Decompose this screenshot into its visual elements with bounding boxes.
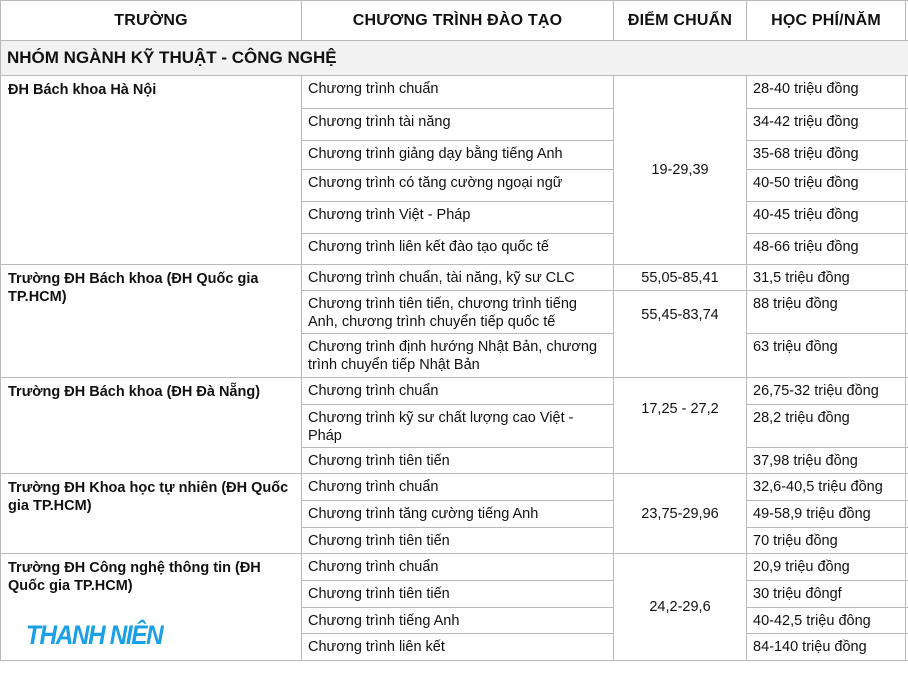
tuition-fee: 84-140 triệu đồng [747,634,906,661]
group-row [1,41,908,76]
tuition-fee: 40-50 triệu đồng [747,170,906,202]
program-name: Chương trình tiên tiến [302,448,614,474]
tuition-fee: 49-58,9 triệu đồng [747,501,906,528]
program-name: Chương trình tiên tiến [302,581,614,608]
tuition-fee: 26,75-32 triệu đồng [747,378,906,405]
program-name: Chương trình tài năng [302,109,614,141]
school-name: Trường ĐH Bách khoa (ĐH Quốc gia TP.HCM) [1,265,302,378]
tuition-fee: 30 triệu đôngf [747,581,906,608]
tuition-fee: 63 triệu đồng [747,334,906,378]
tuition-fee: 34-42 triệu đồng [747,109,906,141]
tuition-fee: 32,6-40,5 triệu đồng [747,474,906,501]
header-program: CHƯƠNG TRÌNH ĐÀO TẠO [302,1,614,41]
tuition-fee: 40-42,5 triệu đông [747,608,906,634]
program-name: Chương trình chuẩn, tài năng, kỹ sư CLC [302,265,614,291]
tuition-fee: 31,5 triệu đồng [747,265,906,291]
group-title: NHÓM NGÀNH KỸ THUẬT - CÔNG NGHỆ [1,41,908,76]
cutoff-score: 23,75-29,96 [614,474,747,554]
tuition-fee: 70 triệu đồng [747,528,906,554]
table-row [1,554,908,581]
tuition-fee: 48-66 triệu đồng [747,234,906,265]
cutoff-score: 17,25 - 27,2 [614,378,747,474]
table-row [1,474,908,501]
header-score: ĐIỂM CHUẨN [614,1,747,41]
header-fee: HỌC PHÍ/NĂM [747,1,906,41]
tuition-fee: 88 triệu đồng [747,291,906,334]
program-name: Chương trình chuẩn [302,474,614,501]
tuition-fee: 37,98 triệu đồng [747,448,906,474]
program-name: Chương trình chuẩn [302,76,614,109]
program-name: Chương trình chuẩn [302,378,614,405]
tuition-fee: 28,2 triệu đồng [747,405,906,448]
program-name: Chương trình kỹ sư chất lượng cao Việt - Pháp [302,405,614,448]
program-name: Chương trình giảng dạy bằng tiếng Anh [302,141,614,170]
program-name: Chương trình chuẩn [302,554,614,581]
thanh-nien-logo: THANH NIÊN [26,620,163,650]
cutoff-score: 19-29,39 [614,76,747,265]
tuition-fee: 28-40 triệu đồng [747,76,906,109]
school-name: Trường ĐH Bách khoa (ĐH Đà Nẵng) [1,378,302,474]
school-name: ĐH Bách khoa Hà Nội [1,76,302,265]
program-name: Chương trình tiếng Anh [302,608,614,634]
school-name: Trường ĐH Công nghệ thông tin (ĐH Quốc gia TP.HCM) [1,554,302,661]
tuition-fee: 20,9 triệu đồng [747,554,906,581]
program-name: Chương trình Việt - Pháp [302,202,614,234]
tuition-fee: 40-45 triệu đồng [747,202,906,234]
program-name: Chương trình tiên tiến, chương trình tiếng Anh, chương trình chuyển tiếp quốc tế [302,291,614,334]
header-school: TRƯỜNG [1,1,302,41]
program-name: Chương trình liên kết [302,634,614,661]
cutoff-score: 55,05-85,41 [614,265,747,291]
school-name: Trường ĐH Khoa học tự nhiên (ĐH Quốc gia TP.HCM) [1,474,302,554]
table-row [1,76,908,109]
cutoff-score: 24,2-29,6 [614,554,747,661]
program-name: Chương trình có tăng cường ngoại ngữ [302,170,614,202]
program-name: Chương trình định hướng Nhật Bản, chương trình chuyển tiếp Nhật Bản [302,334,614,378]
table-row [1,378,908,405]
header-row [1,1,908,41]
program-name: Chương trình tiên tiến [302,528,614,554]
table-row [1,265,908,291]
cutoff-score: 55,45-83,74 [614,291,747,378]
program-name: Chương trình liên kết đào tạo quốc tế [302,234,614,265]
program-name: Chương trình tăng cường tiếng Anh [302,501,614,528]
tuition-fee: 35-68 triệu đồng [747,141,906,170]
